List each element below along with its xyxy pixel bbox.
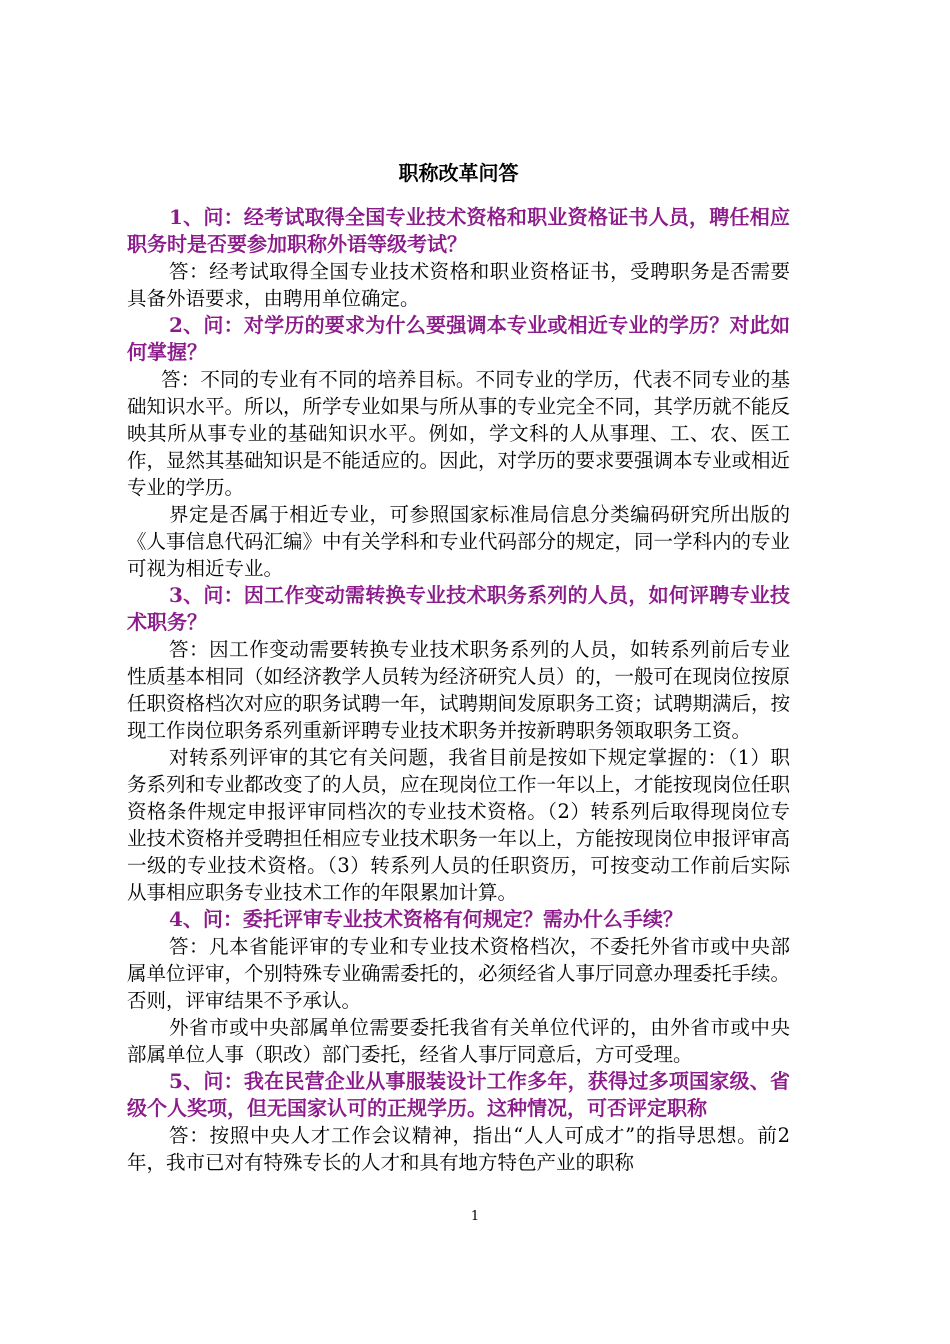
question-2: 2、问：对学历的要求为什么要强调本专业或相近专业的学历？对此如何掌握？ [127, 313, 790, 364]
document-title: 职称改革问答 [398, 161, 519, 185]
question-3: 3、问：因工作变动需转换专业技术职务系列的人员，如何评聘专业技术职务？ [127, 583, 790, 634]
document-page [127, 158, 790, 1176]
question-4: 4、问：委托评审专业技术资格有何规定？需办什么手续？ [169, 907, 683, 931]
answer-4-continued: 外省市或中央部属单位需要委托我省有关单位代评的，由外省市或中央部属单位人事（职改）部门委托，经省人事厅同意后，方可受理。 [127, 1016, 790, 1066]
page-number: 1 [470, 1209, 480, 1224]
question-1: 1、问：经考试取得全国专业技术资格和职业资格证书人员，聘任相应职务时是否要参加职称外语等级考试？ [127, 205, 790, 256]
answer-2: 答：不同的专业有不同的培养目标。不同专业的学历，代表不同专业的基础知识水平。所以，所学专业如果与所从事的专业完全不同，其学历就不能反映其所从事专业的基础知识水平。例如，学文科的人从事理、工、农、医工作，显然其基础知识是不能适应的。因此，对学历的要求要强调本专业或相近专业的学历。 [127, 368, 791, 499]
answer-2-continued: 界定是否属于相近专业，可参照国家标准局信息分类编码研究所出版的《人事信息代码汇编》中有关学科和专业代码部分的规定，同一学科内的专业可视为相近专业。 [127, 503, 791, 580]
answer-1: 答：经考试取得全国专业技术资格和职业资格证书，受聘职务是否需要具备外语要求，由聘用单位确定。 [127, 260, 790, 310]
answer-3-continued: 对转系列评审的其它有关问题，我省目前是按如下规定掌握的：（1）职务系列和专业都改变了的人员，应在现岗位工作一年以上，才能按现岗位任职资格条件规定申报评审同档次的专业技术资格。（2）转系列后取得现岗位专业技术资格并受聘担任相应专业技术职务一年以上，方能按现岗位申报评审高一级的专业技术资格。（3）转系列人员的任职资历，可按变动工作前后实际从事相应职务专业技术工作的年限累加计算。 [127, 746, 791, 904]
answer-3: 答：因工作变动需要转换专业技术职务系列的人员，如转系列前后专业性质基本相同（如经济教学人员转为经济研究人员）的，一般可在现岗位按原任职资格档次对应的职务试聘一年，试聘期间发原职务工资；试聘期满后，按现工作岗位职务系列重新评聘专业技术职务并按新聘职务领取职务工资。 [127, 638, 791, 742]
question-5: 5、问：我在民营企业从事服装设计工作多年，获得过多项国家级、省级个人奖项，但无国家认可的正规学历。这种情况，可否评定职称 [127, 1069, 790, 1120]
answer-4: 答：凡本省能评审的专业和专业技术资格档次，不委托外省市或中央部属单位评审，个别特殊专业确需委托的，必须经省人事厅同意办理委托手续。否则，评审结果不予承认。 [127, 935, 791, 1012]
answer-5: 答：按照中央人才工作会议精神，指出“人人可成才”的指导思想。前2年，我市已对有特殊专长的人才和具有地方特色产业的职称 [127, 1124, 790, 1174]
